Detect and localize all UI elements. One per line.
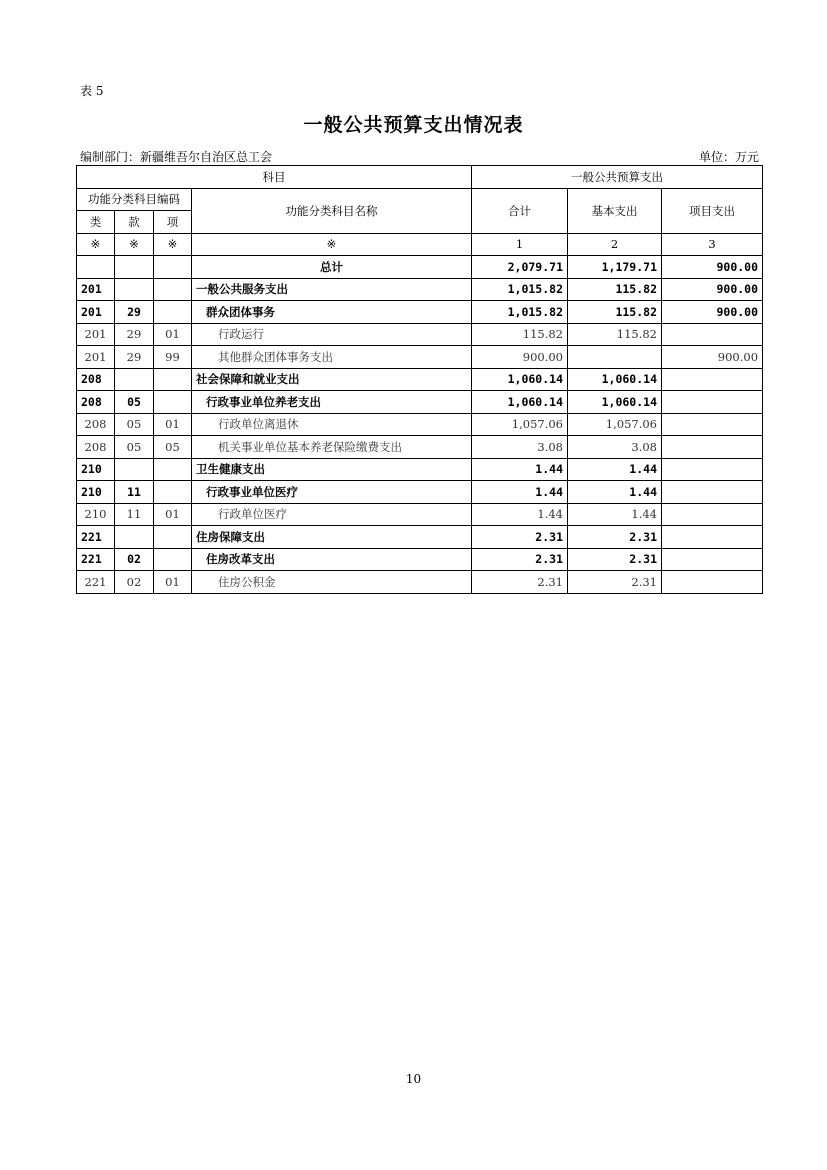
subject-name-cell: 卫生健康支出 bbox=[192, 458, 472, 481]
header-basic: 基本支出 bbox=[568, 188, 662, 233]
code-item-cell: 29 bbox=[115, 301, 154, 324]
subject-name-cell: 住房保障支出 bbox=[192, 526, 472, 549]
code-class-cell: 201 bbox=[77, 301, 115, 324]
total-amount-cell: 2.31 bbox=[472, 571, 568, 594]
project-amount-cell: 900.00 bbox=[662, 256, 763, 279]
project-amount-cell bbox=[662, 571, 763, 594]
code-sub-cell bbox=[154, 526, 192, 549]
code-class-cell: 201 bbox=[77, 323, 115, 346]
code-item-cell bbox=[115, 368, 154, 391]
basic-amount-cell: 1,057.06 bbox=[568, 413, 662, 436]
marker-class: ※ bbox=[77, 233, 115, 256]
project-amount-cell: 900.00 bbox=[662, 301, 763, 324]
table-row bbox=[77, 346, 763, 369]
header-row-1 bbox=[77, 166, 763, 189]
code-sub-cell: 99 bbox=[154, 346, 192, 369]
page-title: 一般公共预算支出情况表 bbox=[303, 114, 524, 136]
project-amount-cell bbox=[662, 323, 763, 346]
basic-amount-cell: 1.44 bbox=[568, 503, 662, 526]
code-class-cell: 210 bbox=[77, 481, 115, 504]
code-class-cell: 210 bbox=[77, 503, 115, 526]
code-sub-cell: 05 bbox=[154, 436, 192, 459]
table-row bbox=[77, 391, 763, 414]
code-item-cell: 05 bbox=[115, 391, 154, 414]
code-sub-cell bbox=[154, 301, 192, 324]
code-sub-cell bbox=[154, 391, 192, 414]
subject-name-cell: 行政单位医疗 bbox=[192, 503, 472, 526]
total-amount-cell: 2.31 bbox=[472, 548, 568, 571]
table-row bbox=[77, 368, 763, 391]
marker-name: ※ bbox=[192, 233, 472, 256]
total-amount-cell: 1.44 bbox=[472, 481, 568, 504]
subject-name-cell: 住房改革支出 bbox=[192, 548, 472, 571]
project-amount-cell bbox=[662, 458, 763, 481]
page-number: 10 bbox=[405, 1072, 422, 1086]
code-class-cell: 208 bbox=[77, 413, 115, 436]
subject-name-cell: 其他群众团体事务支出 bbox=[192, 346, 472, 369]
index-project: 3 bbox=[662, 233, 763, 256]
project-amount-cell bbox=[662, 391, 763, 414]
basic-amount-cell: 1.44 bbox=[568, 481, 662, 504]
header-name: 功能分类科目名称 bbox=[192, 188, 472, 233]
total-row bbox=[77, 256, 763, 279]
header-project: 项目支出 bbox=[662, 188, 763, 233]
table-row bbox=[77, 548, 763, 571]
header-sub: 项 bbox=[154, 211, 192, 234]
code-item-cell: 05 bbox=[115, 413, 154, 436]
basic-amount-cell: 1,060.14 bbox=[568, 391, 662, 414]
total-amount-cell: 1.44 bbox=[472, 458, 568, 481]
header-subject: 科目 bbox=[77, 166, 472, 189]
index-row bbox=[77, 233, 763, 256]
code-class-cell: 201 bbox=[77, 346, 115, 369]
code-item-cell: 11 bbox=[115, 503, 154, 526]
code-item-cell: 29 bbox=[115, 323, 154, 346]
table-row bbox=[77, 571, 763, 594]
basic-amount-cell: 115.82 bbox=[568, 301, 662, 324]
subject-name-cell: 总计 bbox=[192, 256, 472, 279]
table-row bbox=[77, 323, 763, 346]
code-item-cell bbox=[115, 526, 154, 549]
code-sub-cell: 01 bbox=[154, 413, 192, 436]
table-row bbox=[77, 458, 763, 481]
subject-name-cell: 群众团体事务 bbox=[192, 301, 472, 324]
basic-amount-cell: 2.31 bbox=[568, 548, 662, 571]
code-sub-cell: 01 bbox=[154, 571, 192, 594]
project-amount-cell bbox=[662, 526, 763, 549]
code-item-cell: 11 bbox=[115, 481, 154, 504]
subject-name-cell: 一般公共服务支出 bbox=[192, 278, 472, 301]
code-sub-cell bbox=[154, 481, 192, 504]
table-row bbox=[77, 301, 763, 324]
marker-item: ※ bbox=[115, 233, 154, 256]
total-amount-cell: 3.08 bbox=[472, 436, 568, 459]
basic-amount-cell: 3.08 bbox=[568, 436, 662, 459]
subject-name-cell: 社会保障和就业支出 bbox=[192, 368, 472, 391]
code-item-cell bbox=[115, 278, 154, 301]
subject-name-cell: 行政运行 bbox=[192, 323, 472, 346]
basic-amount-cell: 115.82 bbox=[568, 323, 662, 346]
header-row-2 bbox=[77, 188, 763, 211]
basic-amount-cell: 2.31 bbox=[568, 571, 662, 594]
project-amount-cell bbox=[662, 413, 763, 436]
subject-name-cell: 住房公积金 bbox=[192, 571, 472, 594]
table-row bbox=[77, 503, 763, 526]
total-amount-cell: 1,060.14 bbox=[472, 391, 568, 414]
unit-label: 单位：万元 bbox=[698, 150, 759, 164]
total-amount-cell: 1,057.06 bbox=[472, 413, 568, 436]
code-sub-cell bbox=[154, 278, 192, 301]
header-class: 类 bbox=[77, 211, 115, 234]
index-basic: 2 bbox=[568, 233, 662, 256]
code-sub-cell bbox=[154, 368, 192, 391]
project-amount-cell: 900.00 bbox=[662, 278, 763, 301]
code-item-cell: 05 bbox=[115, 436, 154, 459]
table-row bbox=[77, 526, 763, 549]
header-budget-group: 一般公共预算支出 bbox=[472, 166, 763, 189]
table-row bbox=[77, 413, 763, 436]
project-amount-cell: 900.00 bbox=[662, 346, 763, 369]
basic-amount-cell: 2.31 bbox=[568, 526, 662, 549]
code-sub-cell: 01 bbox=[154, 323, 192, 346]
basic-amount-cell: 1,179.71 bbox=[568, 256, 662, 279]
basic-amount-cell: 1.44 bbox=[568, 458, 662, 481]
marker-sub: ※ bbox=[154, 233, 192, 256]
subject-name-cell: 行政单位离退休 bbox=[192, 413, 472, 436]
project-amount-cell bbox=[662, 436, 763, 459]
basic-amount-cell: 115.82 bbox=[568, 278, 662, 301]
code-item-cell: 29 bbox=[115, 346, 154, 369]
total-amount-cell: 1,015.82 bbox=[472, 278, 568, 301]
code-class-cell: 221 bbox=[77, 526, 115, 549]
table-row bbox=[77, 436, 763, 459]
total-amount-cell: 2.31 bbox=[472, 526, 568, 549]
total-amount-cell: 900.00 bbox=[472, 346, 568, 369]
budget-table bbox=[76, 165, 763, 594]
code-class-cell: 201 bbox=[77, 278, 115, 301]
basic-amount-cell: 1,060.14 bbox=[568, 368, 662, 391]
code-sub-cell bbox=[154, 256, 192, 279]
header-code-group: 功能分类科目编码 bbox=[77, 188, 192, 211]
code-item-cell: 02 bbox=[115, 571, 154, 594]
code-class-cell: 208 bbox=[77, 436, 115, 459]
total-amount-cell: 115.82 bbox=[472, 323, 568, 346]
subject-name-cell: 行政事业单位医疗 bbox=[192, 481, 472, 504]
code-class-cell bbox=[77, 256, 115, 279]
code-class-cell: 208 bbox=[77, 391, 115, 414]
table-number: 表 5 bbox=[80, 84, 104, 98]
basic-amount-cell bbox=[568, 346, 662, 369]
code-class-cell: 210 bbox=[77, 458, 115, 481]
code-sub-cell: 01 bbox=[154, 503, 192, 526]
subject-name-cell: 行政事业单位养老支出 bbox=[192, 391, 472, 414]
index-total: 1 bbox=[472, 233, 568, 256]
total-amount-cell: 1.44 bbox=[472, 503, 568, 526]
project-amount-cell bbox=[662, 503, 763, 526]
project-amount-cell bbox=[662, 548, 763, 571]
table-row bbox=[77, 481, 763, 504]
total-amount-cell: 2,079.71 bbox=[472, 256, 568, 279]
code-class-cell: 221 bbox=[77, 548, 115, 571]
project-amount-cell bbox=[662, 481, 763, 504]
code-item-cell: 02 bbox=[115, 548, 154, 571]
code-sub-cell bbox=[154, 548, 192, 571]
code-item-cell bbox=[115, 458, 154, 481]
table-row bbox=[77, 278, 763, 301]
total-amount-cell: 1,060.14 bbox=[472, 368, 568, 391]
project-amount-cell bbox=[662, 368, 763, 391]
code-item-cell bbox=[115, 256, 154, 279]
header-total: 合计 bbox=[472, 188, 568, 233]
code-class-cell: 221 bbox=[77, 571, 115, 594]
code-class-cell: 208 bbox=[77, 368, 115, 391]
subject-name-cell: 机关事业单位基本养老保险缴费支出 bbox=[192, 436, 472, 459]
code-sub-cell bbox=[154, 458, 192, 481]
header-item: 款 bbox=[115, 211, 154, 234]
total-amount-cell: 1,015.82 bbox=[472, 301, 568, 324]
department-label: 编制部门：新疆维吾尔自治区总工会 bbox=[80, 150, 273, 164]
